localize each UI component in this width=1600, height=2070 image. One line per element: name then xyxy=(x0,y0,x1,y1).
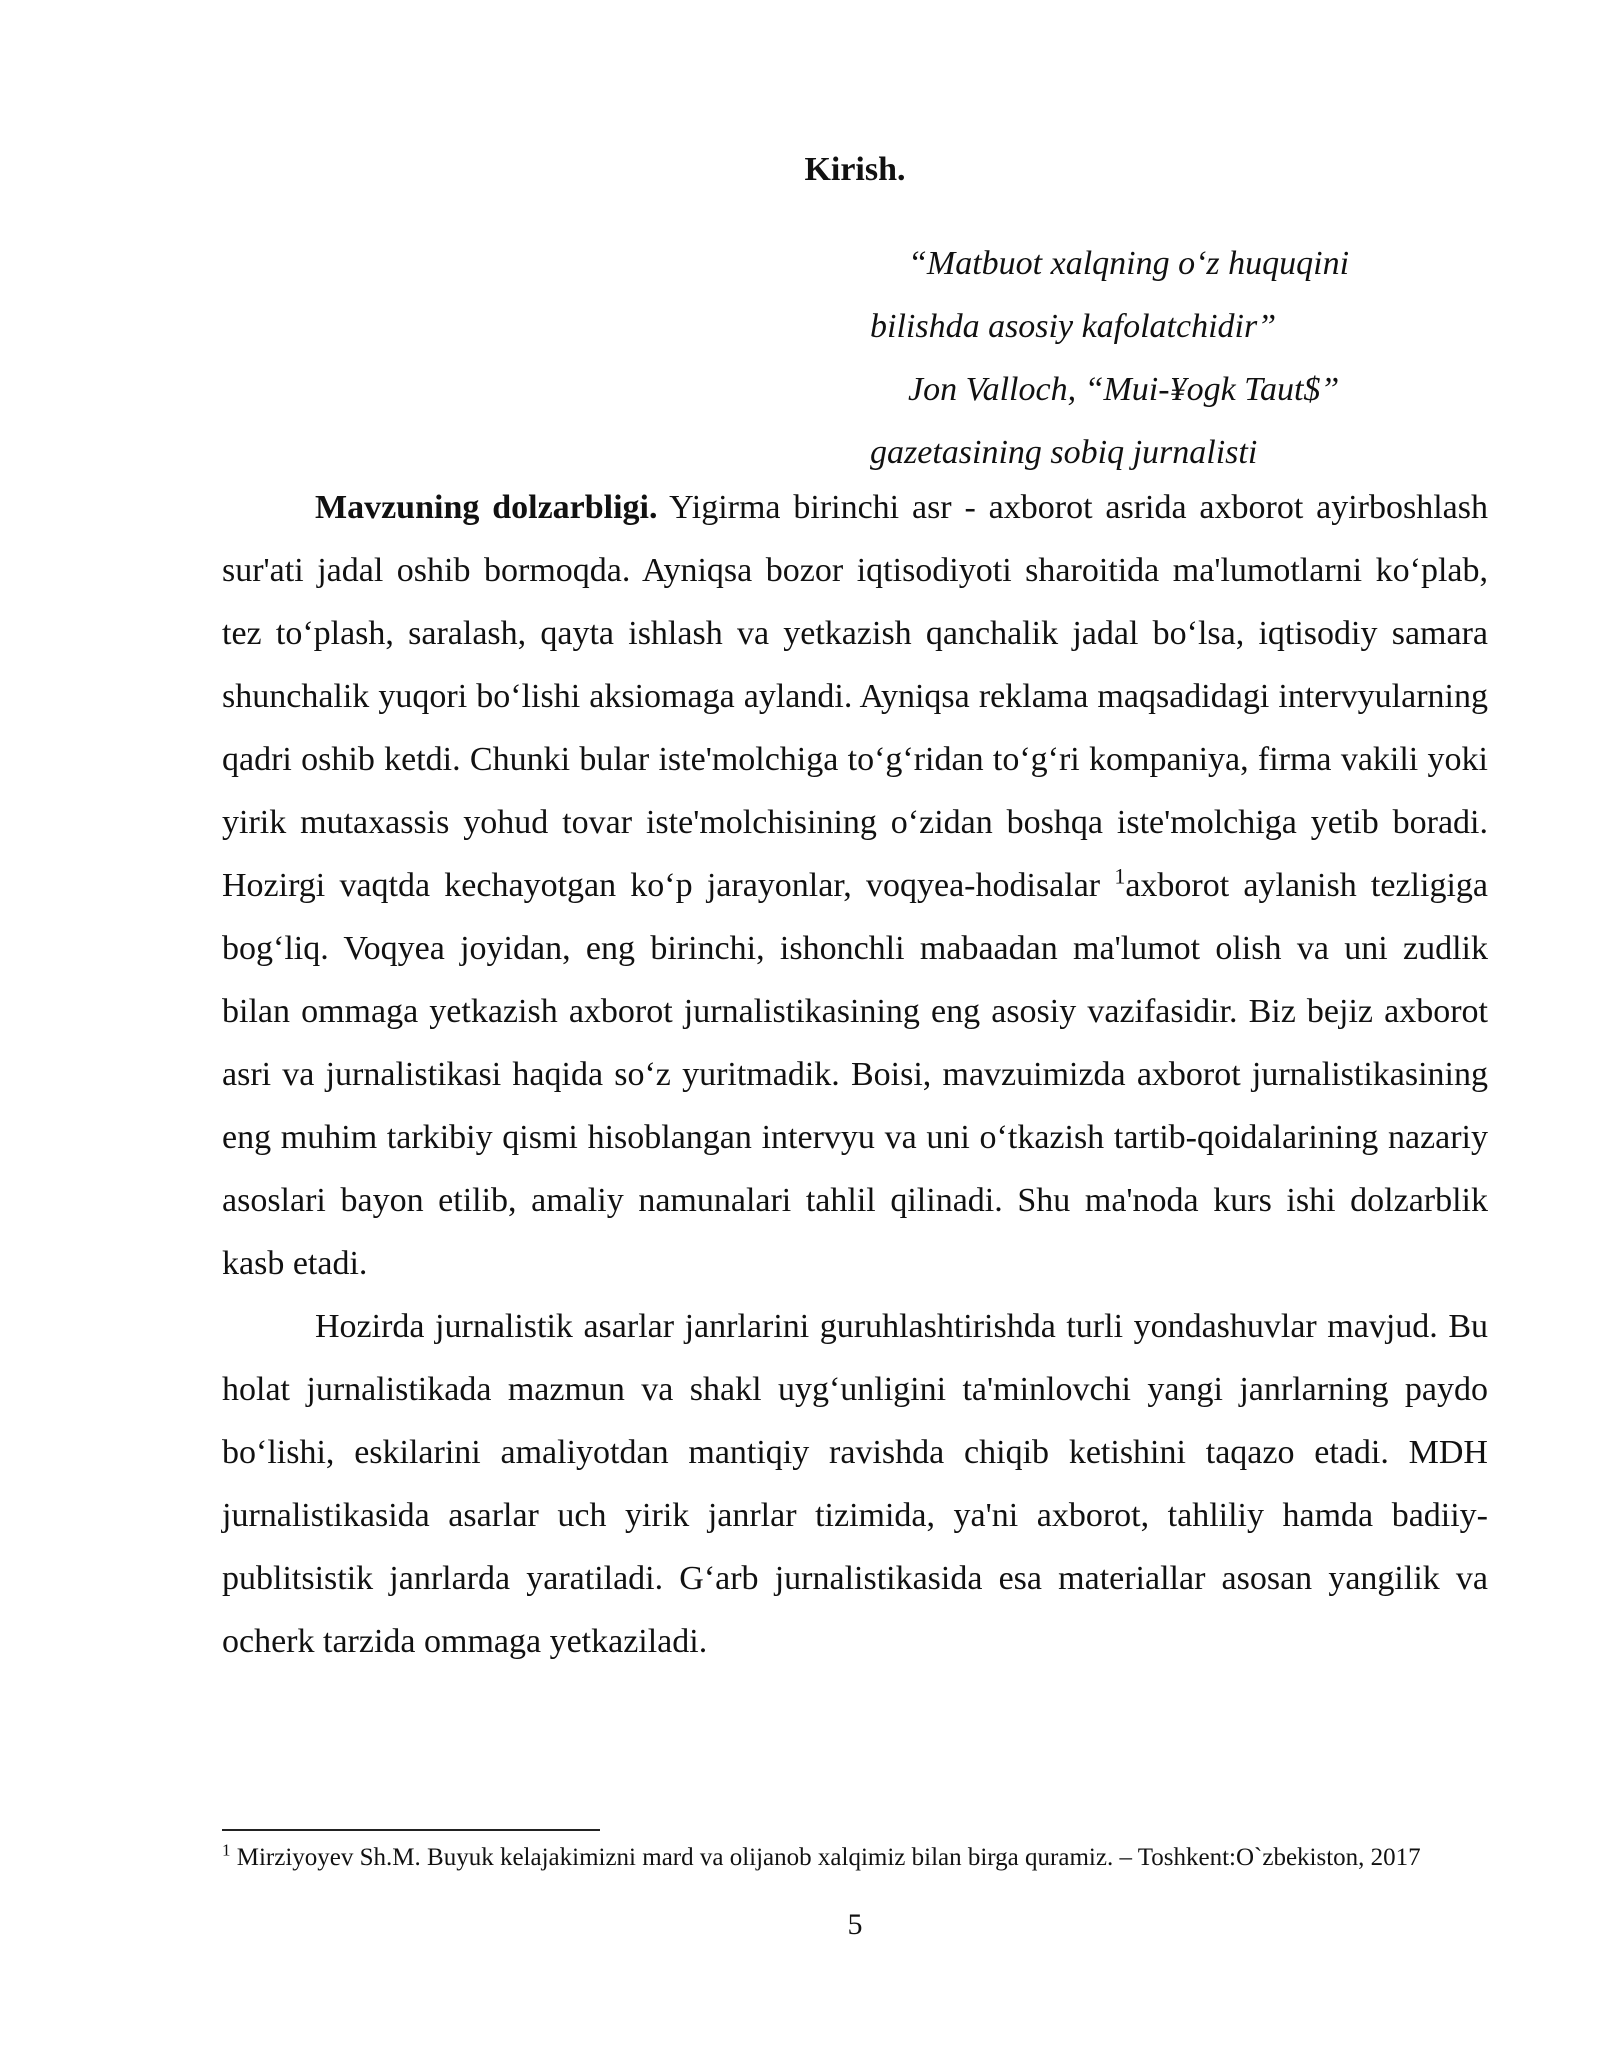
paragraph-relevance xyxy=(222,476,1488,1295)
page-number: 5 xyxy=(847,1908,863,1941)
footnote xyxy=(222,1842,1488,1873)
footnote-marker: 1 xyxy=(222,1840,231,1860)
paragraph-genres: Hozirda jurnalistik asarlar janrlarini guruhlashtirishda turli yondashuvlar mavjud. Bu holat jurnalistikada mazmun va shakl uyg‘unligini ta'minlovchi yangi janrlarning paydo bo‘lishi, eskilarini amaliyotdan mantiqiy ravishda chiqib ketishini taqazo etadi. MDH jurnalistikasida asarlar uch yirik janrlar tizimida, ya'ni axborot, tahliliy hamda badiiy- publitsistik janrlarda yaratiladi. G‘arb jurnalistikasida esa materiallar asosan yangilik va ocherk tarzida ommaga yetkaziladi. xyxy=(222,1308,1488,1660)
section-title: Kirish. xyxy=(804,151,906,188)
paragraph-lead-heading: Mavzuning dolzarbligi. xyxy=(315,489,658,526)
epigraph-author-line-2: gazetasining sobiq jurnalisti xyxy=(870,434,1258,471)
footnote-text: Mirziyoyev Sh.M. Buyuk kelajakimizni mard va olijanob xalqimiz bilan birga quramiz. – Toshkent:O`zbekiston, 2017 xyxy=(230,1844,1421,1871)
epigraph-quote-line-2: bilishda asosiy kafolatchidir” xyxy=(870,308,1277,345)
body-text xyxy=(222,476,1488,1673)
epigraph-quote-line-1: “Matbuot xalqning o‘z huquqini xyxy=(908,245,1350,282)
paragraph-text: Yigirma birinchi asr - axborot asrida axborot ayirboshlash sur'ati jadal oshib bormoqda. Ayniqsa bozor iqtisodiyoti sharoitida ma'lumotlarni ko‘plab, tez to‘plash, saralash, qayta ishlash va yetkazish qanchalik jadal bo‘lsa, iqtisodiy samara shunchalik yuqori bo‘lishi aksiomaga aylandi. Ayniqsa reklama maqsadidagi intervyularning qadri oshib ketdi. Chunki bular iste'molchiga to‘g‘ridan to‘g‘ri kompaniya, firma vakili yoki yirik mutaxassis yohud tovar iste'molchisining o‘zidan boshqa iste'molchiga yetib boradi. Hozirgi vaqtda kechayotgan ko‘p jarayonlar, voqyea-hodisalar xyxy=(222,489,1488,904)
paragraph-text: axborot aylanish tezligiga bog‘liq. Voqyea joyidan, eng birinchi, ishonchli mabaadan ma'lumot olish va uni zudlik bilan ommaga yetkazish axborot jurnalistikasining eng asosiy vazifasidir. Biz bejiz axborot asri va jurnalistikasi haqida so‘z yuritmadik. Boisi, mavzuimizda axborot jurnalistikasining eng muhim tarkibiy qismi hisoblangan intervyu va uni o‘tkazish tartib-qoidalarining nazariy asoslari bayon etilib, amaliy namunalari tahlil qilinadi. Shu ma'noda kurs ishi dolzarblik kasb etadi. xyxy=(222,867,1488,1282)
footnote-reference[interactable]: 1 xyxy=(1114,863,1126,889)
epigraph-author-line-1: Jon Valloch, “Mui-¥ogk Taut$” xyxy=(908,371,1340,408)
epigraph xyxy=(870,232,1486,484)
footnote-separator xyxy=(222,1829,600,1831)
